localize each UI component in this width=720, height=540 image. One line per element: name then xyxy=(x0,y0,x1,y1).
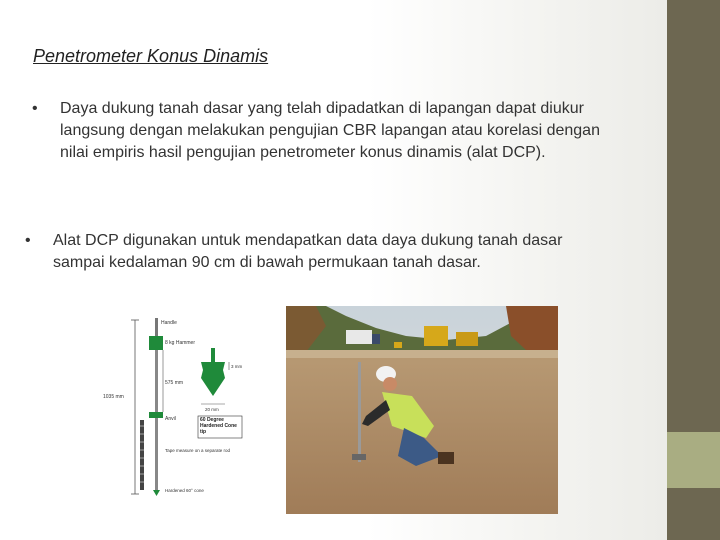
dcp-diagram xyxy=(93,306,266,520)
slide-title: Penetrometer Konus Dinamis xyxy=(33,46,269,66)
field-photo xyxy=(286,306,558,514)
anvil-label: Anvil xyxy=(165,416,176,422)
dcp-rod xyxy=(358,362,361,462)
cone-tip-label: 60 Degree Hardened Cone tip xyxy=(200,417,237,435)
sidebar-accent-block xyxy=(667,432,720,488)
tape-label: Tape measure on a separate rod xyxy=(165,448,231,453)
dcp-diagram-svg xyxy=(93,306,266,520)
hammer-label: 8 kg Hammer xyxy=(165,340,196,346)
rod-cone-tip xyxy=(153,490,160,496)
loader-yellow xyxy=(424,326,448,346)
drop-height-label: 575 mm xyxy=(165,380,184,386)
hammer-weight xyxy=(149,336,163,350)
bullet-marker: • xyxy=(25,232,31,249)
field-photo-svg xyxy=(286,306,558,514)
lower-rod xyxy=(155,418,158,490)
truck-yellow xyxy=(456,332,478,346)
cone-detail-shaft xyxy=(211,348,215,362)
dim-3mm-label: 3 mm xyxy=(231,364,243,369)
anvil xyxy=(149,412,163,418)
handle-rod xyxy=(155,318,158,336)
truck-white xyxy=(346,330,372,344)
tape-rod xyxy=(140,420,144,490)
bullet-text: Alat DCP digunakan untuk mendapatkan data daya dukung tanah dasar sampai kedalaman 90 cm di bawah permukaan tanah dasar. xyxy=(53,232,563,271)
upper-rod xyxy=(155,350,158,412)
bullet-marker: • xyxy=(32,100,38,117)
total-length-label: 1035 mm xyxy=(103,394,124,400)
bullet-item xyxy=(25,230,565,274)
dim-20mm-label: 20 mm xyxy=(205,407,219,412)
bullet-item xyxy=(32,98,612,164)
hardened-cone-label: Hardened 60° cone xyxy=(165,488,204,493)
handle-label: Handle xyxy=(161,320,177,326)
bullet-text: Daya dukung tanah dasar yang telah dipadatkan di lapangan dapat diukur langsung dengan melakukan pengujian CBR lapangan atau korelasi dengan nilai empiris hasil pengujian penetrometer konus dinamis (alat DCP). xyxy=(60,100,600,161)
cone-detail xyxy=(201,362,225,396)
